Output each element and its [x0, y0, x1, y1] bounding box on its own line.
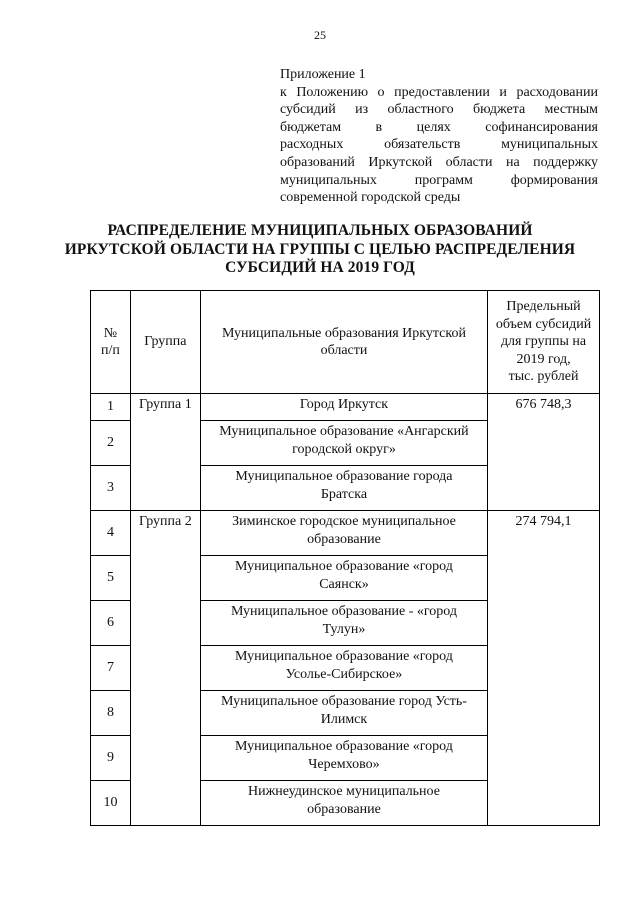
group-cell: Группа 1: [130, 394, 200, 511]
header-number: № п/п: [91, 291, 131, 394]
municipality-cell: Город Иркутск: [200, 394, 487, 421]
appendix-line: субсидий из областного бюджета местным: [280, 102, 598, 118]
header-group: Группа: [130, 291, 200, 394]
appendix-line: к Положению о предоставлении и расходовании: [280, 84, 598, 100]
table-header-row: [91, 291, 600, 394]
row-number: 10: [91, 781, 131, 826]
row-number: 8: [91, 691, 131, 736]
groups-table: [90, 290, 600, 826]
municipality-cell: Муниципальное образование город Усть- Илимск: [200, 691, 487, 736]
row-number: 3: [91, 466, 131, 511]
row-number: 4: [91, 511, 131, 556]
row-number: 7: [91, 646, 131, 691]
appendix-line: муниципальных программ формирования: [280, 172, 598, 188]
appendix-line: образований Иркутской области на поддержку: [280, 154, 598, 170]
municipality-cell: Муниципальное образование «город Черемхово»: [200, 736, 487, 781]
municipality-cell: Зиминское городское муниципальное образование: [200, 511, 487, 556]
appendix-line: бюджетам в целях софинансирования: [280, 119, 598, 135]
table-row: [91, 511, 600, 556]
table-row: [91, 394, 600, 421]
municipality-cell: Муниципальное образование «город Саянск»: [200, 556, 487, 601]
header-amount: Предельный объем субсидий для группы на 2019 год, тыс. рублей: [488, 291, 600, 394]
group-cell: Группа 2: [130, 511, 200, 826]
amount-cell: 274 794,1: [488, 511, 600, 826]
municipality-cell: Муниципальное образование - «город Тулун»: [200, 601, 487, 646]
header-municipality: Муниципальные образования Иркутской области: [200, 291, 487, 394]
amount-cell: 676 748,3: [488, 394, 600, 511]
row-number: 6: [91, 601, 131, 646]
title-line: СУБСИДИЙ НА 2019 ГОД: [225, 259, 415, 276]
row-number: 5: [91, 556, 131, 601]
page-number: 25: [314, 28, 326, 42]
appendix-note: [280, 66, 598, 207]
document-title: [60, 222, 580, 278]
row-number: 1: [91, 394, 131, 421]
title-line: ИРКУТСКОЙ ОБЛАСТИ НА ГРУППЫ С ЦЕЛЬЮ РАСПРЕДЕЛЕНИЯ: [64, 240, 576, 258]
municipality-cell: Нижнеудинское муниципальное образование: [200, 781, 487, 826]
appendix-line: расходных обязательств муниципальных: [280, 137, 598, 153]
municipality-cell: Муниципальное образование города Братска: [200, 466, 487, 511]
row-number: 9: [91, 736, 131, 781]
municipality-cell: Муниципальное образование «Ангарский городской округ»: [200, 421, 487, 466]
row-number: 2: [91, 421, 131, 466]
appendix-line: современной городской среды: [280, 190, 461, 206]
appendix-line: Приложение 1: [280, 67, 366, 82]
municipality-cell: Муниципальное образование «город Усолье-Сибирское»: [200, 646, 487, 691]
title-line: РАСПРЕДЕЛЕНИЕ МУНИЦИПАЛЬНЫХ ОБРАЗОВАНИЙ: [107, 222, 533, 239]
